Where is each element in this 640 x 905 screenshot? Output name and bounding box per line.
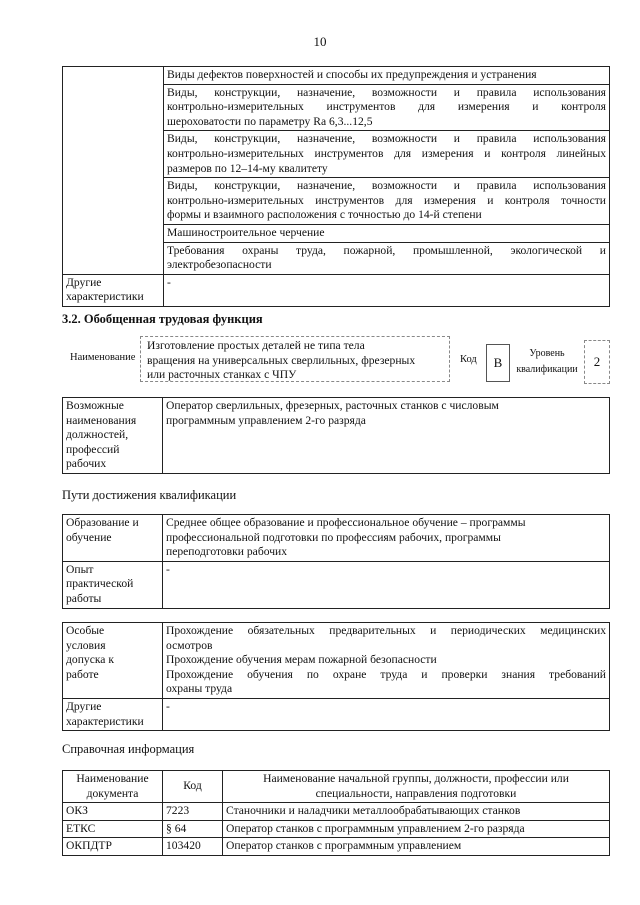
ref-header-name: Наименование начальной группы, должности, профессии или специальности, направления подготовки (223, 771, 610, 803)
education-label: Образование и обучение (63, 515, 163, 562)
conditions-label: Особые условия допуска к работе (63, 623, 163, 699)
other-characteristics-value: - (164, 274, 610, 306)
ref-header-code: Код (163, 771, 223, 803)
positions-label: Возможные наименования должностей, профессий рабочих (63, 398, 163, 474)
table-row: Машиностроительное черчение (164, 224, 610, 242)
table-row: Виды, конструкции, назначение, возможности и правила использования контрольно-измерительных инструментов для измерения и контроля шероховатости по параметру Ra 6,3...12,5 (164, 84, 610, 131)
positions-value: Оператор сверлильных, фрезерных, расточных станков с числовым программным управлением 2-го разряда (163, 398, 610, 474)
conditions-value: Прохождение обязательных предварительных и периодических медицинских осмотров Прохождение обучения мерам пожарной безопасности Прохождение обучения по охране труда и проверки знания требований охраны труда (163, 623, 610, 699)
table-row: 103420 (163, 838, 223, 856)
table-row: Станочники и наладчики металлообрабатывающих станков (223, 803, 610, 821)
reference-title: Справочная информация (62, 742, 195, 756)
table-row: Виды, конструкции, назначение, возможности и правила использования контрольно-измерительных инструментов для измерения и контроля линейных размеров по 12–14-му квалитету (164, 131, 610, 178)
section-title: 3.2. Обобщенная трудовая функция (62, 312, 263, 326)
table-row: Оператор станков с программным управлением (223, 838, 610, 856)
table-row: Виды, конструкции, назначение, возможности и правила использования контрольно-измерительных инструментов для измерения и контроля точности формы и взаимного расположения с точностью до 14-й степени (164, 178, 610, 225)
conditions-other-value: - (163, 698, 610, 730)
experience-value: - (163, 561, 610, 608)
experience-label: Опыт практической работы (63, 561, 163, 608)
table-row: § 64 (163, 820, 223, 838)
table-row: Требования охраны труда, пожарной, промышленной, экологической и электробезопасности (164, 242, 610, 274)
other-characteristics-label: Другие характеристики (63, 274, 164, 306)
reference-table (62, 770, 610, 856)
table-row: ЕТКС (63, 820, 163, 838)
conditions-table (62, 622, 610, 731)
name-label: Наименование (70, 352, 136, 363)
positions-table (62, 397, 610, 474)
table-row: ОКПДТР (63, 838, 163, 856)
table-row: ОКЗ (63, 803, 163, 821)
education-table (62, 514, 610, 609)
code-label: Код (460, 354, 477, 365)
name-value: Изготовление простых деталей не типа тела вращения на универсальных сверлильных, фрезерных или расточных станках с ЧПУ (140, 336, 450, 382)
code-value: B (486, 344, 510, 382)
table-row: Оператор станков с программным управлением 2-го разряда (223, 820, 610, 838)
table-left-blank (63, 67, 164, 275)
table-row: Виды дефектов поверхностей и способы их предупреждения и устранения (164, 67, 610, 85)
table-row: 7223 (163, 803, 223, 821)
paths-title: Пути достижения квалификации (62, 488, 237, 502)
level-label: Уровень квалификации (516, 348, 578, 375)
education-value: Среднее общее образование и профессиональное обучение – программы профессиональной подготовки по профессиям рабочих, программы переподготовки рабочих (163, 515, 610, 562)
conditions-other-label: Другие характеристики (63, 698, 163, 730)
level-value: 2 (584, 340, 610, 384)
knowledge-table (62, 66, 610, 307)
ref-header-doc: Наименование документа (63, 771, 163, 803)
page-number: 10 (313, 34, 327, 49)
